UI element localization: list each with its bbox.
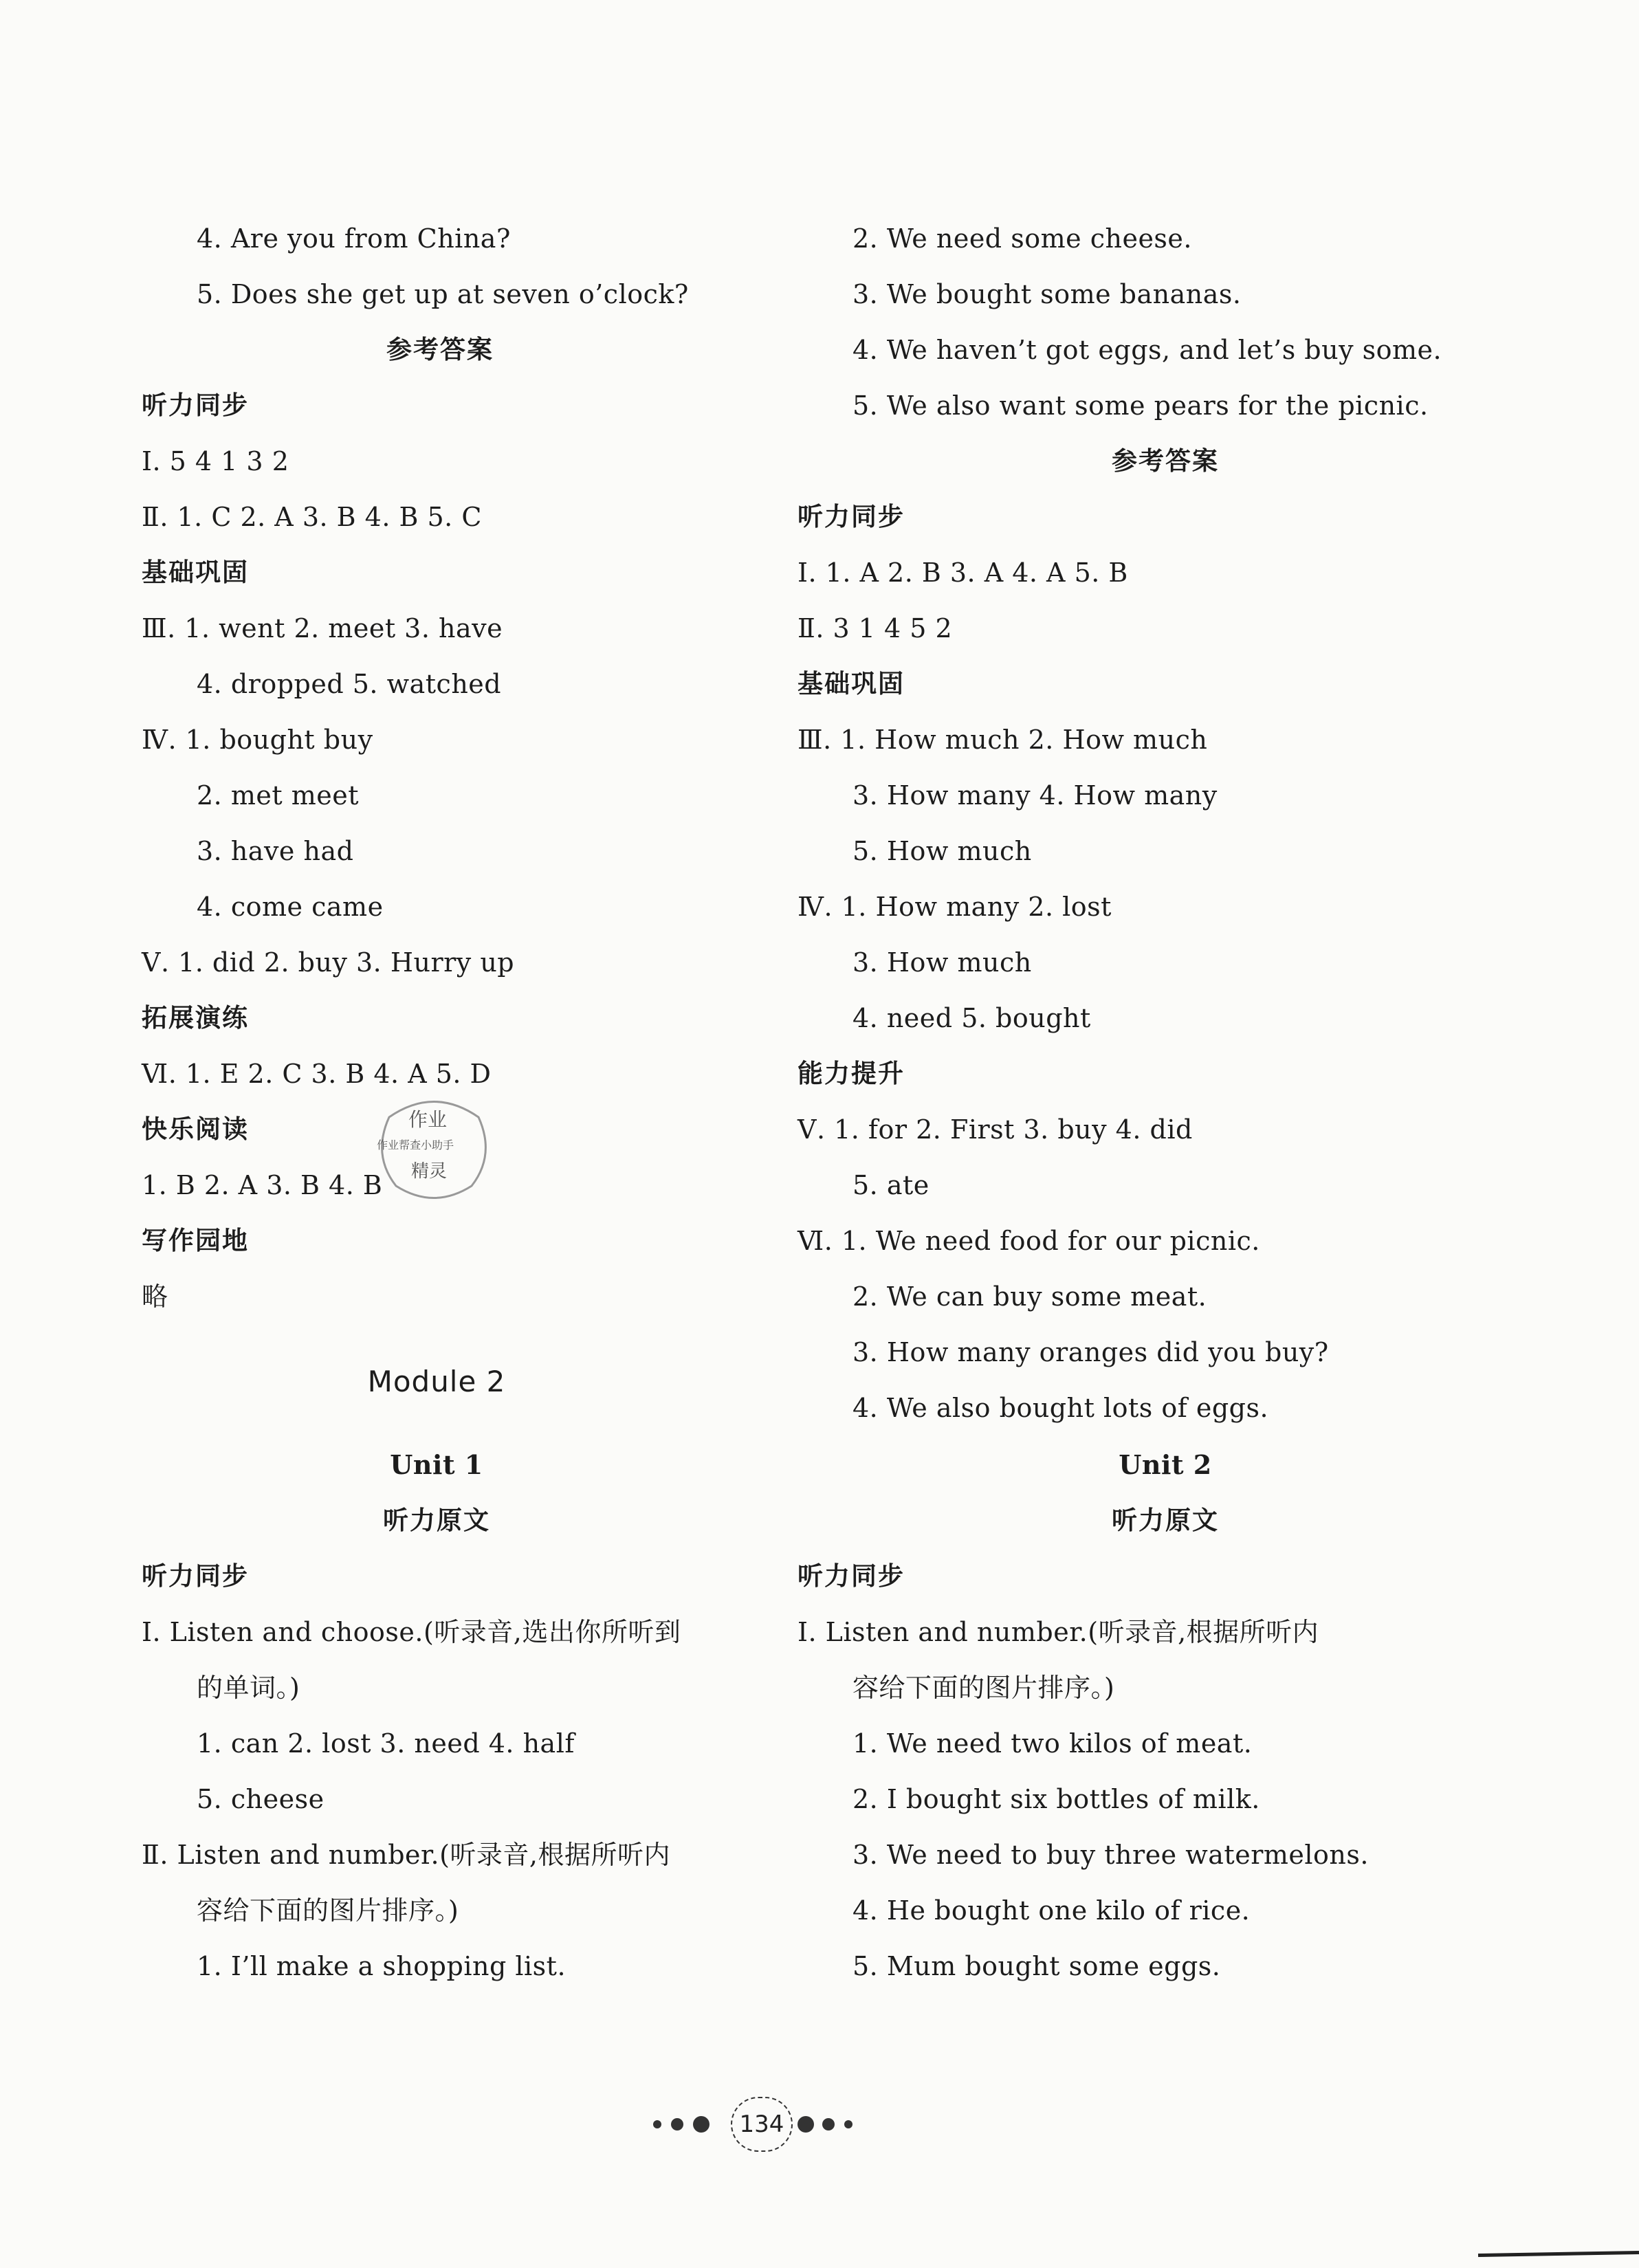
answer-line: 5. We also want some pears for the picnic. [852, 390, 1429, 421]
subsection-heading: 基础巩固 [798, 669, 905, 698]
answer-line: Ⅵ. 1. E 2. C 3. B 4. A 5. D [142, 1059, 492, 1089]
answer-line: Ⅵ. 1. We need food for our picnic. [798, 1226, 1260, 1256]
answer-line: 4. We haven’t got eggs, and let’s buy some. [852, 335, 1442, 365]
answer-line: 2. met meet [197, 780, 359, 811]
answer-line: 4. dropped 5. watched [197, 669, 502, 699]
answer-line: 4. He bought one kilo of rice. [852, 1895, 1251, 1926]
section-heading: 听力原文 [1112, 1506, 1219, 1535]
page-number: 134 [731, 2097, 793, 2152]
answer-line: 4. come came [197, 892, 384, 922]
answer-line: Ⅲ. 1. How much 2. How much [798, 725, 1208, 755]
answer-line: Ⅴ. 1. for 2. First 3. buy 4. did [798, 1114, 1193, 1145]
subsection-heading: 听力同步 [142, 390, 249, 420]
answer-line: 1. B 2. A 3. B 4. B [142, 1170, 383, 1200]
question-line: Ⅰ. Listen and number.(听录音,根据所听内 [798, 1617, 1319, 1647]
answer-line: 3. We need to buy three watermelons. [852, 1840, 1369, 1870]
question-line: 容给下面的图片排序。) [852, 1673, 1115, 1703]
answer-line: Ⅱ. 3 1 4 5 2 [798, 613, 953, 643]
section-heading: 参考答案 [1112, 446, 1219, 476]
subsection-heading: 基础巩固 [142, 558, 249, 587]
subsection-heading: 能力提升 [798, 1059, 905, 1088]
unit-title: Unit 2 [1119, 1449, 1212, 1480]
question-line: 容给下面的图片排序。) [197, 1895, 459, 1926]
answer-line: Ⅳ. 1. bought buy [142, 725, 373, 755]
unit-title: Unit 1 [390, 1449, 483, 1480]
answer-line: 2. We can buy some meat. [852, 1281, 1207, 1312]
question-line: 的单词。) [197, 1673, 300, 1703]
stamp-bottom-text: 精灵 [411, 1161, 448, 1182]
answer-line: 3. We bought some bananas. [852, 279, 1242, 309]
answer-line: 5. ate [852, 1170, 930, 1200]
question-line: Ⅰ. Listen and choose.(听录音,选出你所听到 [142, 1617, 681, 1647]
answer-line: Ⅱ. 1. C 2. A 3. B 4. B 5. C [142, 502, 482, 532]
answer-line: 5. Mum bought some eggs. [852, 1951, 1221, 1981]
answer-line: 略 [142, 1281, 168, 1312]
subsection-heading: 写作园地 [142, 1226, 249, 1255]
section-heading: 听力原文 [383, 1506, 490, 1535]
stamp-top-text: 作业 [408, 1108, 448, 1131]
subsection-heading: 听力同步 [798, 1561, 905, 1591]
answer-line: Ⅰ. 5 4 1 3 2 [142, 446, 289, 476]
stamp-middle-text: 作业帮查小助手 [377, 1138, 454, 1152]
answer-line: 3. How many oranges did you buy? [852, 1337, 1329, 1367]
answer-line: Ⅲ. 1. went 2. meet 3. have [142, 613, 503, 643]
answer-line: 2. We need some cheese. [852, 223, 1192, 254]
answer-line: 5. How much [852, 836, 1032, 866]
answer-line: 3. How many 4. How many [852, 780, 1218, 811]
answer-line: 4. We also bought lots of eggs. [852, 1393, 1269, 1423]
page-footer [0, 2097, 1639, 2152]
question-line: Ⅱ. Listen and number.(听录音,根据所听内 [142, 1840, 670, 1870]
right-dots-decoration [798, 2116, 887, 2133]
answer-line: Ⅳ. 1. How many 2. lost [798, 892, 1112, 922]
answer-line: 2. I bought six bottles of milk. [852, 1784, 1260, 1814]
answer-line: 1. I’ll make a shopping list. [197, 1951, 566, 1981]
text-line: 5. Does she get up at seven o’clock? [197, 279, 689, 309]
answer-line: 3. How much [852, 947, 1032, 978]
module-title: Module 2 [367, 1365, 506, 1398]
answer-line: 5. cheese [197, 1784, 324, 1814]
subsection-heading: 快乐阅读 [142, 1114, 249, 1144]
text-line: 4. Are you from China? [197, 223, 511, 254]
answer-line: 1. We need two kilos of meat. [852, 1728, 1253, 1759]
subsection-heading: 拓展演练 [142, 1003, 249, 1033]
answer-line: 1. can 2. lost 3. need 4. half [197, 1728, 575, 1759]
answer-line: 4. need 5. bought [852, 1003, 1091, 1033]
subsection-heading: 听力同步 [798, 502, 905, 531]
section-heading: 参考答案 [386, 335, 494, 364]
answer-line: 3. have had [197, 836, 354, 866]
answer-line: Ⅰ. 1. A 2. B 3. A 4. A 5. B [798, 558, 1128, 588]
watermark-stamp [368, 1090, 499, 1207]
answer-line: Ⅴ. 1. did 2. buy 3. Hurry up [142, 947, 515, 978]
left-dots-decoration [639, 2116, 729, 2133]
subsection-heading: 听力同步 [142, 1561, 249, 1591]
scan-edge-line [1478, 2251, 1639, 2257]
